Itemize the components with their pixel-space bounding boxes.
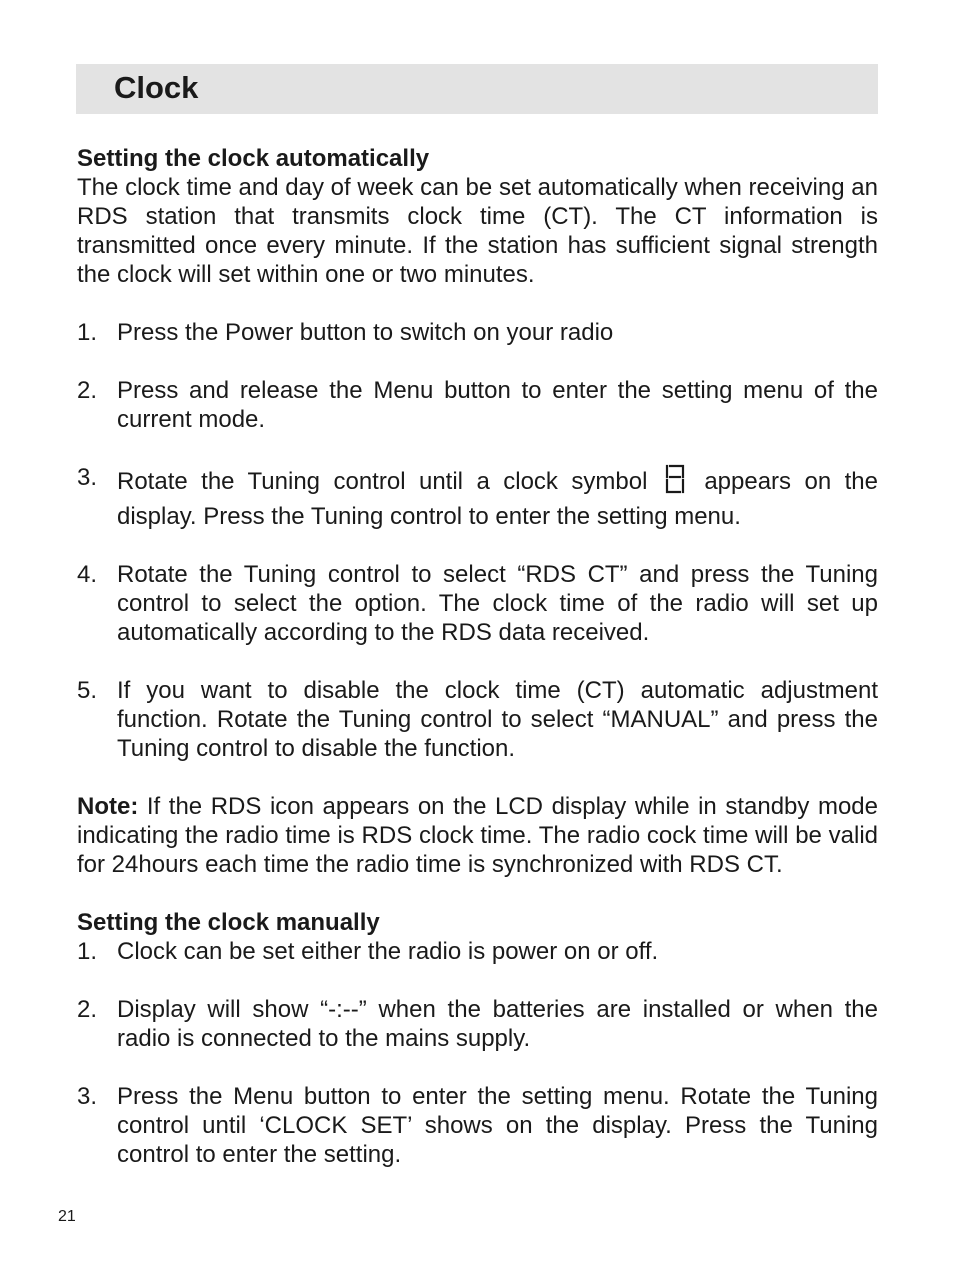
step-number: 5. [77, 677, 98, 704]
list-item [77, 376, 878, 434]
step-text: Press and release the Menu button to enter the setting menu of the current mode. [117, 377, 878, 433]
step-text-after: appears on the display. Press the Tuning control to enter the setting menu. [117, 468, 879, 530]
note-paragraph [77, 792, 878, 879]
list-item [77, 463, 878, 531]
step-number: 3. [77, 1083, 98, 1110]
step-text: Press the Menu button to enter the setting menu. Rotate the Tuning control until ‘CLOCK SET’ shows on the display. Press the Tuning control to enter the setting. [117, 1083, 878, 1168]
list-item [77, 318, 878, 347]
list-item [77, 1082, 878, 1169]
auto-section-title: Setting the clock automatically [77, 145, 430, 172]
step-number: 1. [77, 938, 98, 965]
step-number: 3. [77, 464, 98, 491]
auto-steps-list [77, 318, 878, 763]
clock-symbol-icon [663, 463, 687, 502]
list-item [77, 560, 878, 647]
list-item [77, 937, 878, 966]
list-item [77, 676, 878, 763]
note-label: Note: [77, 793, 139, 820]
step-text: Press the Power button to switch on your radio [117, 319, 614, 346]
step-text: Clock can be set either the radio is power on or off. [117, 938, 659, 965]
step-text-before: Rotate the Tuning control until a clock symbol [117, 468, 648, 495]
page-title: Clock [114, 70, 199, 105]
page-number: 21 [58, 1208, 76, 1225]
step-text [117, 463, 878, 531]
step-text: Rotate the Tuning control to select “RDS CT” and press the Tuning control to select the option. The clock time of the radio will set up automatically according to the RDS data received. [117, 561, 878, 646]
step-text: Display will show “-:--” when the batteries are installed or when the radio is connected to the mains supply. [117, 996, 878, 1052]
step-number: 2. [77, 377, 98, 404]
section-header-bar [76, 64, 878, 114]
step-text: If you want to disable the clock time (CT) automatic adjustment function. Rotate the Tuning control to select “MANUAL” and press the Tuning control to disable the function. [117, 677, 878, 762]
page-content [77, 144, 878, 1169]
step-number: 4. [77, 561, 98, 588]
auto-intro-paragraph: The clock time and day of week can be set automatically when receiving an RDS station that transmits clock time (CT). The CT information is transmitted once every minute. If the station has sufficient signal strength the clock will set within one or two minutes. [77, 174, 878, 288]
note-text: If the RDS icon appears on the LCD display while in standby mode indicating the radio time is RDS clock time. The radio cock time will be valid for 24hours each time the radio time is synchronized with RDS CT. [77, 793, 878, 878]
manual-section-title: Setting the clock manually [77, 909, 380, 936]
step-number: 2. [77, 996, 98, 1023]
manual-steps-list [77, 937, 878, 1169]
step-number: 1. [77, 319, 98, 346]
list-item [77, 995, 878, 1053]
